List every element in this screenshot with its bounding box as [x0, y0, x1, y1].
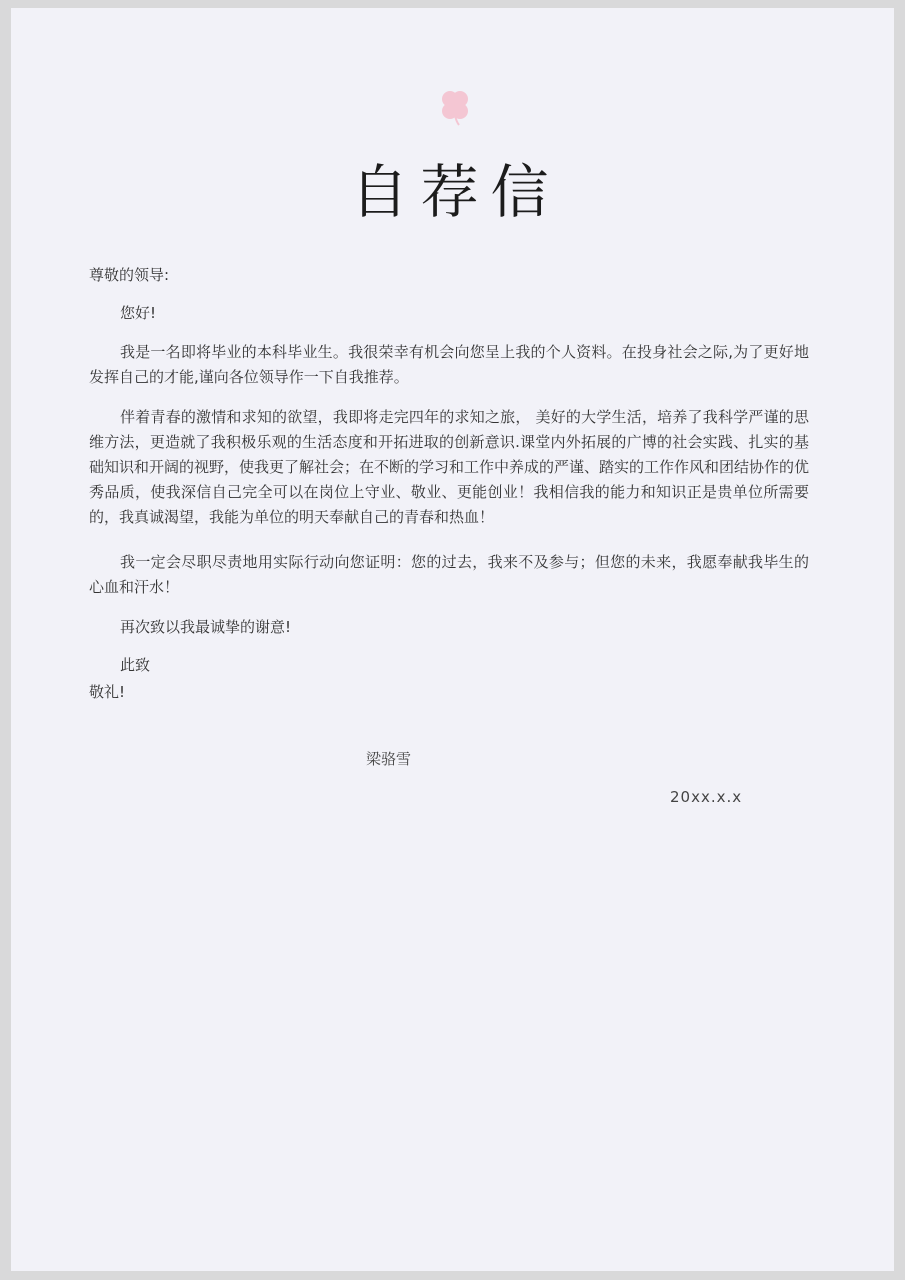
paragraph-intro: 我是一名即将毕业的本科毕业生。我很荣幸有机会向您呈上我的个人资料。在投身社会之际,为了更好地发挥自己的才能,谨向各位领导作一下自我推荐。 [89, 343, 809, 386]
greeting: 您好! [120, 304, 157, 322]
clover-icon [433, 85, 477, 129]
salutation: 尊敬的领导: [89, 266, 170, 284]
closing-line-1: 此致 [120, 656, 151, 674]
date: 20xx.x.x [670, 788, 743, 806]
paragraph-experience: 伴着青春的激情和求知的欲望，我即将走完四年的求知之旅， 美好的大学生活，培养了我科学严谨的思维方法，更造就了我积极乐观的生活态度和开拓进取的创新意识.课堂内外拓展的广博的社会实践、扎实的基础知识和开阔的视野，使我更了解社会；在不断的学习和工作中养成的严谨、踏实的工作作风和团结协作的优秀品质，使我深信自己完全可以在岗位上守业、敬业、更能创业！我相信我的能力和知识正是贵单位所需要的，我真诚渴望，我能为单位的明天奉献自己的青春和热血！ [89, 408, 810, 526]
letter-title: 自荐信 [350, 158, 561, 226]
paragraph-commitment: 我一定会尽职尽责地用实际行动向您证明：您的过去，我来不及参与；但您的未来，我愿奉献我毕生的心血和汗水！ [89, 553, 809, 596]
signature: 梁骆雪 [366, 750, 412, 768]
closing-line-2: 敬礼! [89, 683, 126, 701]
paragraph-thanks: 再次致以我最诚挚的谢意! [120, 618, 292, 636]
